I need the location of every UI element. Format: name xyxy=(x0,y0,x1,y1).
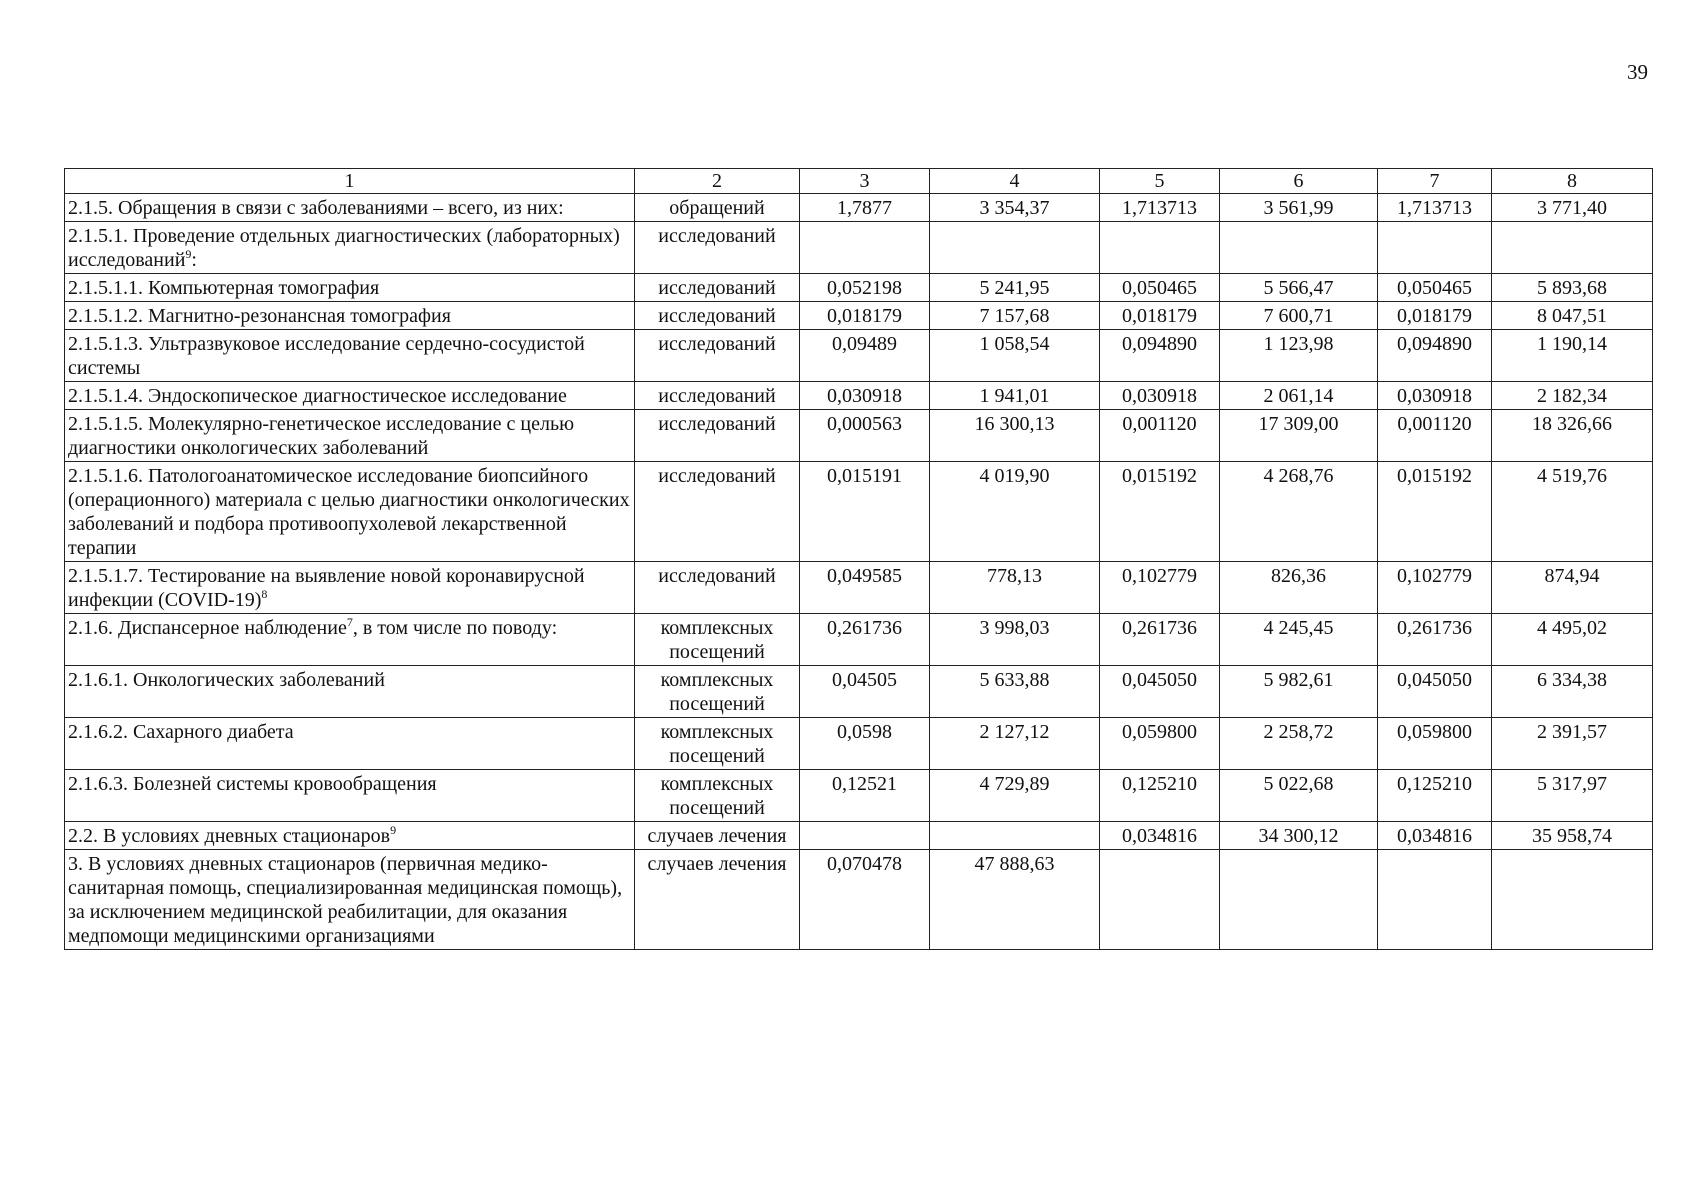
value-cell-v7: 0,094890 xyxy=(1378,330,1492,382)
indicator-name: 2.1.6.2. Сахарного диабета xyxy=(68,721,294,743)
value-cell-v6 xyxy=(1220,850,1378,950)
value-cell-v3: 0,261736 xyxy=(800,614,930,666)
unit-cell: исследований xyxy=(635,330,800,382)
value-cell-v6: 5 566,47 xyxy=(1220,274,1378,302)
indicator-name-suffix: : xyxy=(191,249,197,271)
table-row xyxy=(65,274,1653,302)
value-cell-v8: 18 326,66 xyxy=(1492,410,1653,462)
value-cell-v8: 5 893,68 xyxy=(1492,274,1653,302)
indicator-name: 2.1.6.3. Болезней системы кровообращения xyxy=(68,773,437,795)
column-header: 1 xyxy=(65,169,635,194)
indicator-name-cell xyxy=(65,274,635,302)
value-cell-v8: 35 958,74 xyxy=(1492,822,1653,850)
indicator-name: 2.2. В условиях дневных стационаров xyxy=(68,825,391,847)
value-cell-v8 xyxy=(1492,850,1653,950)
value-cell-v4: 1 941,01 xyxy=(930,382,1100,410)
value-cell-v3: 0,12521 xyxy=(800,770,930,822)
footnote-ref: 9 xyxy=(390,823,397,837)
value-cell-v8: 874,94 xyxy=(1492,562,1653,614)
tariff-table xyxy=(64,168,1653,950)
value-cell-v6 xyxy=(1220,222,1378,274)
value-cell-v5: 0,015192 xyxy=(1100,462,1220,562)
value-cell-v3: 0,049585 xyxy=(800,562,930,614)
value-cell-v5: 0,094890 xyxy=(1100,330,1220,382)
indicator-name: 2.1.5.1.2. Магнитно-резонансная томография xyxy=(68,305,451,327)
indicator-name-cell xyxy=(65,718,635,770)
unit-cell: исследований xyxy=(635,222,800,274)
indicator-name-cell xyxy=(65,850,635,950)
value-cell-v6: 5 982,61 xyxy=(1220,666,1378,718)
footnote-ref: 7 xyxy=(346,615,353,629)
value-cell-v6: 17 309,00 xyxy=(1220,410,1378,462)
table-row xyxy=(65,850,1653,950)
indicator-name-cell xyxy=(65,770,635,822)
value-cell-v7: 0,030918 xyxy=(1378,382,1492,410)
value-cell-v4: 3 998,03 xyxy=(930,614,1100,666)
value-cell-v7: 0,261736 xyxy=(1378,614,1492,666)
value-cell-v3: 0,09489 xyxy=(800,330,930,382)
value-cell-v6: 2 258,72 xyxy=(1220,718,1378,770)
value-cell-v7: 0,034816 xyxy=(1378,822,1492,850)
value-cell-v5: 0,050465 xyxy=(1100,274,1220,302)
value-cell-v6: 4 268,76 xyxy=(1220,462,1378,562)
indicator-name: 2.1.5.1.3. Ультразвуковое исследование сердечно-сосудистой системы xyxy=(68,333,585,379)
value-cell-v5 xyxy=(1100,222,1220,274)
unit-cell: комплексных посещений xyxy=(635,666,800,718)
unit-cell: случаев лечения xyxy=(635,822,800,850)
value-cell-v4: 47 888,63 xyxy=(930,850,1100,950)
value-cell-v6: 34 300,12 xyxy=(1220,822,1378,850)
unit-cell: обращений xyxy=(635,194,800,222)
value-cell-v6: 2 061,14 xyxy=(1220,382,1378,410)
value-cell-v6: 826,36 xyxy=(1220,562,1378,614)
value-cell-v6: 5 022,68 xyxy=(1220,770,1378,822)
column-header: 2 xyxy=(635,169,800,194)
unit-cell: комплексных посещений xyxy=(635,770,800,822)
value-cell-v8: 2 182,34 xyxy=(1492,382,1653,410)
unit-cell: исследований xyxy=(635,274,800,302)
table-body xyxy=(65,194,1653,950)
value-cell-v5: 0,045050 xyxy=(1100,666,1220,718)
value-cell-v3: 0,030918 xyxy=(800,382,930,410)
page-number: 39 xyxy=(1627,60,1648,84)
value-cell-v3: 1,7877 xyxy=(800,194,930,222)
value-cell-v4: 778,13 xyxy=(930,562,1100,614)
indicator-name: 2.1.5.1.6. Патологоанатомическое исследование биопсийного (операционного) материала с целью диагностики онкологических заболеваний и подбора противоопухолевой лекарственной терапии xyxy=(68,465,630,559)
value-cell-v7: 0,015192 xyxy=(1378,462,1492,562)
indicator-name: 3. В условиях дневных стационаров (первичная медико-санитарная помощь, специализированная медицинская помощь), за исключением медицинской реабилитации, для оказания медпомощи медицинскими организациями xyxy=(68,853,623,947)
value-cell-v8: 6 334,38 xyxy=(1492,666,1653,718)
unit-cell: исследований xyxy=(635,410,800,462)
column-header: 8 xyxy=(1492,169,1653,194)
column-header: 5 xyxy=(1100,169,1220,194)
value-cell-v4: 7 157,68 xyxy=(930,302,1100,330)
value-cell-v8: 8 047,51 xyxy=(1492,302,1653,330)
indicator-name-cell xyxy=(65,666,635,718)
value-cell-v7: 0,001120 xyxy=(1378,410,1492,462)
value-cell-v5 xyxy=(1100,850,1220,950)
table-row xyxy=(65,770,1653,822)
indicator-name: 2.1.5.1.7. Тестирование на выявление новой коронавирусной инфекции (COVID-19) xyxy=(68,565,585,611)
value-cell-v7 xyxy=(1378,222,1492,274)
value-cell-v3 xyxy=(800,822,930,850)
value-cell-v5: 0,125210 xyxy=(1100,770,1220,822)
unit-cell: случаев лечения xyxy=(635,850,800,950)
value-cell-v3 xyxy=(800,222,930,274)
value-cell-v8 xyxy=(1492,222,1653,274)
value-cell-v7: 0,102779 xyxy=(1378,562,1492,614)
unit-cell: исследований xyxy=(635,562,800,614)
table-row xyxy=(65,222,1653,274)
table-row xyxy=(65,462,1653,562)
value-cell-v8: 3 771,40 xyxy=(1492,194,1653,222)
column-header: 3 xyxy=(800,169,930,194)
value-cell-v5: 0,102779 xyxy=(1100,562,1220,614)
indicator-name-cell xyxy=(65,302,635,330)
value-cell-v6: 1 123,98 xyxy=(1220,330,1378,382)
value-cell-v3: 0,0598 xyxy=(800,718,930,770)
indicator-name-cell xyxy=(65,330,635,382)
value-cell-v5: 0,018179 xyxy=(1100,302,1220,330)
indicator-name-cell xyxy=(65,562,635,614)
table-row xyxy=(65,822,1653,850)
value-cell-v3: 0,000563 xyxy=(800,410,930,462)
table-row xyxy=(65,562,1653,614)
table-row xyxy=(65,194,1653,222)
value-cell-v4: 1 058,54 xyxy=(930,330,1100,382)
table-row xyxy=(65,718,1653,770)
value-cell-v8: 1 190,14 xyxy=(1492,330,1653,382)
value-cell-v4: 3 354,37 xyxy=(930,194,1100,222)
column-header: 7 xyxy=(1378,169,1492,194)
indicator-name-cell xyxy=(65,382,635,410)
table-row xyxy=(65,614,1653,666)
value-cell-v8: 4 495,02 xyxy=(1492,614,1653,666)
value-cell-v3: 0,015191 xyxy=(800,462,930,562)
value-cell-v6: 4 245,45 xyxy=(1220,614,1378,666)
value-cell-v4 xyxy=(930,222,1100,274)
value-cell-v7 xyxy=(1378,850,1492,950)
indicator-name: 2.1.5.1.1. Компьютерная томография xyxy=(68,277,380,299)
column-header: 6 xyxy=(1220,169,1378,194)
indicator-name: 2.1.6. Диспансерное наблюдение xyxy=(68,617,347,639)
table-row xyxy=(65,666,1653,718)
value-cell-v8: 5 317,97 xyxy=(1492,770,1653,822)
value-cell-v6: 3 561,99 xyxy=(1220,194,1378,222)
value-cell-v5: 0,001120 xyxy=(1100,410,1220,462)
value-cell-v3: 0,04505 xyxy=(800,666,930,718)
value-cell-v7: 0,050465 xyxy=(1378,274,1492,302)
value-cell-v4: 4 019,90 xyxy=(930,462,1100,562)
unit-cell: комплексных посещений xyxy=(635,718,800,770)
value-cell-v7: 1,713713 xyxy=(1378,194,1492,222)
indicator-name-cell xyxy=(65,822,635,850)
indicator-name-cell xyxy=(65,462,635,562)
value-cell-v4: 4 729,89 xyxy=(930,770,1100,822)
indicator-name-cell xyxy=(65,614,635,666)
value-cell-v7: 0,059800 xyxy=(1378,718,1492,770)
value-cell-v4: 2 127,12 xyxy=(930,718,1100,770)
footnote-ref: 9 xyxy=(185,247,192,261)
indicator-name-suffix: , в том числе по поводу: xyxy=(352,617,558,639)
indicator-name-cell xyxy=(65,194,635,222)
value-cell-v4: 5 241,95 xyxy=(930,274,1100,302)
table-row xyxy=(65,382,1653,410)
indicator-name-cell xyxy=(65,222,635,274)
value-cell-v7: 0,018179 xyxy=(1378,302,1492,330)
value-cell-v7: 0,125210 xyxy=(1378,770,1492,822)
value-cell-v8: 2 391,57 xyxy=(1492,718,1653,770)
value-cell-v5: 0,059800 xyxy=(1100,718,1220,770)
unit-cell: исследований xyxy=(635,302,800,330)
value-cell-v5: 0,030918 xyxy=(1100,382,1220,410)
footnote-ref: 8 xyxy=(261,587,268,601)
unit-cell: комплексных посещений xyxy=(635,614,800,666)
value-cell-v4: 5 633,88 xyxy=(930,666,1100,718)
value-cell-v8: 4 519,76 xyxy=(1492,462,1653,562)
value-cell-v4 xyxy=(930,822,1100,850)
table-row xyxy=(65,410,1653,462)
unit-cell: исследований xyxy=(635,462,800,562)
value-cell-v5: 0,034816 xyxy=(1100,822,1220,850)
value-cell-v4: 16 300,13 xyxy=(930,410,1100,462)
indicator-name: 2.1.5.1.4. Эндоскопическое диагностическое исследование xyxy=(68,385,567,407)
indicator-name: 2.1.6.1. Онкологических заболеваний xyxy=(68,669,385,691)
value-cell-v3: 0,052198 xyxy=(800,274,930,302)
value-cell-v6: 7 600,71 xyxy=(1220,302,1378,330)
value-cell-v3: 0,070478 xyxy=(800,850,930,950)
indicator-name-cell xyxy=(65,410,635,462)
value-cell-v5: 0,261736 xyxy=(1100,614,1220,666)
column-number-row xyxy=(65,169,1653,194)
indicator-name: 2.1.5. Обращения в связи с заболеваниями – всего, из них: xyxy=(68,197,564,219)
value-cell-v7: 0,045050 xyxy=(1378,666,1492,718)
value-cell-v5: 1,713713 xyxy=(1100,194,1220,222)
value-cell-v3: 0,018179 xyxy=(800,302,930,330)
column-header: 4 xyxy=(930,169,1100,194)
table-row xyxy=(65,302,1653,330)
indicator-name: 2.1.5.1.5. Молекулярно-генетическое исследование с целью диагностики онкологических заболеваний xyxy=(68,413,575,459)
indicator-name: 2.1.5.1. Проведение отдельных диагностических (лабораторных) исследований xyxy=(68,225,620,271)
table-row xyxy=(65,330,1653,382)
unit-cell: исследований xyxy=(635,382,800,410)
